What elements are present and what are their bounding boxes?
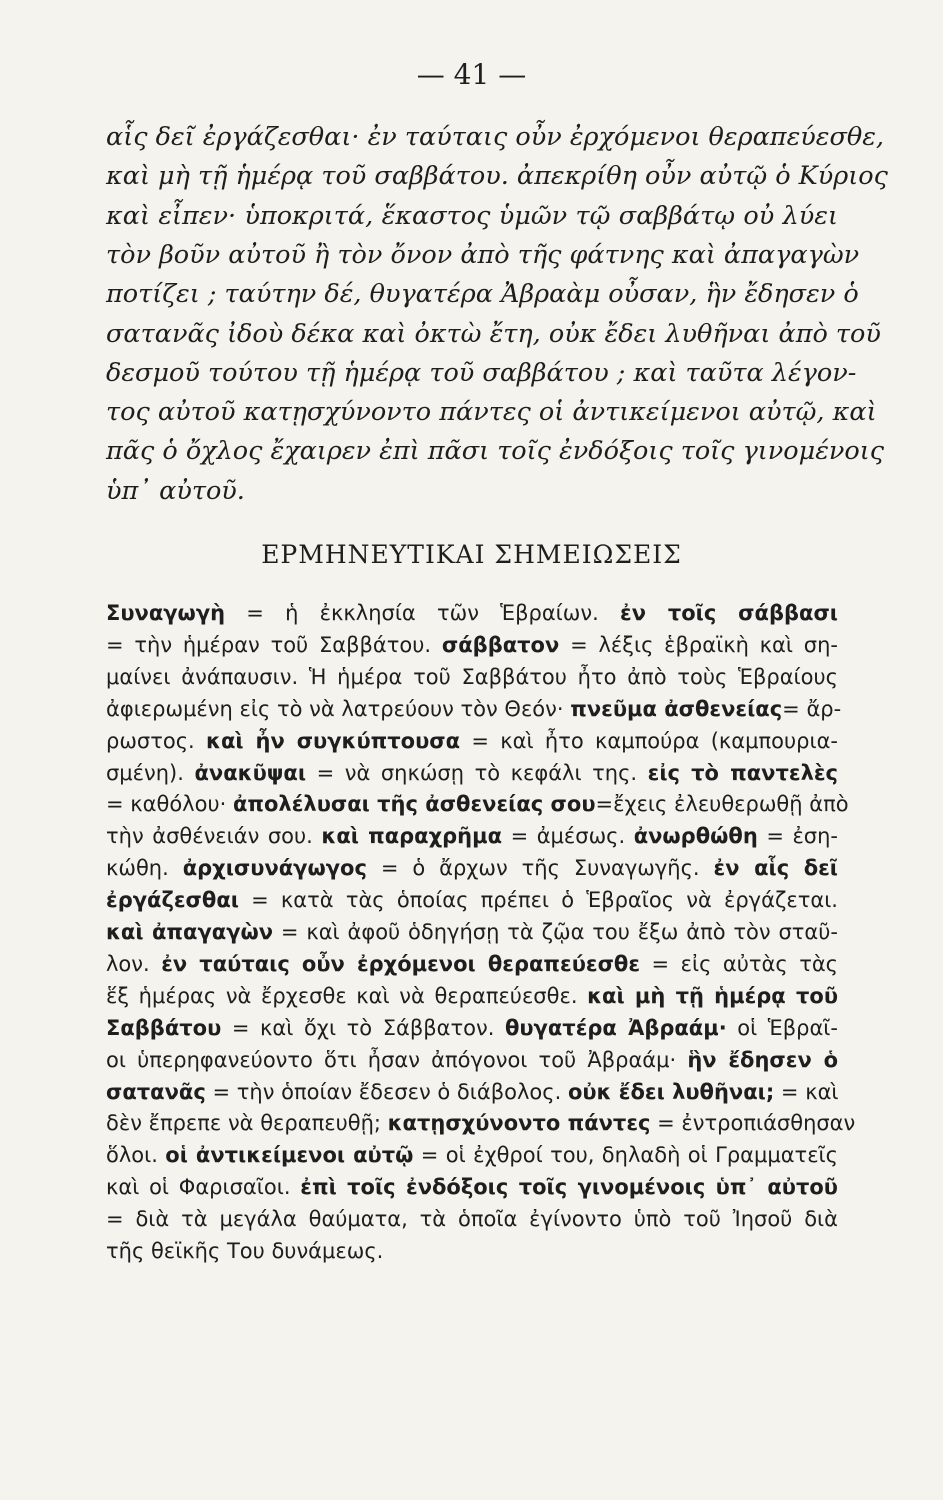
- note-text: τὴν ἀσθένειάν σου.: [106, 824, 322, 849]
- note-line: [106, 1171, 838, 1203]
- note-term: ἀρχισυνάγωγος: [182, 856, 367, 881]
- note-term: ἀνωρθώθη: [633, 824, 758, 849]
- note-text: = καὶ ὄχι τὸ Σάββατον.: [221, 1015, 505, 1040]
- note-text: = ἀμέσως.: [502, 824, 634, 849]
- note-term: ἐν τοῖς σάββασι: [620, 601, 838, 625]
- note-term: Συναγωγὴ: [106, 601, 226, 625]
- note-text: = κατὰ τὰς ὁποίας πρέπει ὁ Ἑβραῖος νὰ ἐργάζεται.: [238, 888, 838, 913]
- note-text: οι ὑπερηφανεύοντο ὅτι ἦσαν ἀπόγονοι τοῦ Ἀβραάμ·: [106, 1047, 688, 1072]
- note-text: = ἄρ-: [782, 696, 842, 721]
- note-text: = ἡ ἐκκλησία τῶν Ἑβραίων.: [225, 601, 620, 625]
- note-line: [106, 757, 838, 789]
- note-text: = νὰ σηκώσῃ τὸ κεφάλι της.: [306, 760, 648, 785]
- note-term: καὶ παραχρῆμα: [321, 824, 503, 849]
- note-text: ἀφιερωμένη εἰς τὸ νὰ λατρεύουν τὸν Θεόν·: [106, 696, 571, 721]
- note-line: [106, 1235, 838, 1267]
- note-text: = ἐντροπιάσθησαν: [650, 1111, 856, 1136]
- note-term: ἐργάζεσθαι: [106, 888, 239, 913]
- note-text: ρωστος.: [106, 728, 207, 753]
- note-line: [106, 1107, 856, 1139]
- note-term: καὶ μὴ τῇ ἡμέρᾳ τοῦ: [587, 983, 838, 1008]
- note-line: [106, 1012, 838, 1044]
- note-line: [106, 948, 838, 980]
- text-line: πᾶς ὁ ὄχλος ἔχαιρεν ἐπὶ πᾶσι τοῖς ἐνδόξοις τοῖς γινομένοις: [106, 436, 885, 467]
- note-text: = ἐση-: [757, 824, 839, 849]
- note-term: ἐν ταύταις οὖν ἐρχόμενοι θεραπεύεσθε: [161, 951, 641, 976]
- page-number: — 41 —: [416, 58, 527, 91]
- note-line: [106, 629, 838, 661]
- text-line: καὶ εἶπεν· ὑποκριτά, ἕκαστος ὑμῶν τῷ σαββάτῳ οὐ λύει: [106, 200, 838, 231]
- note-text: = ὁ ἄρχων τῆς Συναγωγῆς.: [366, 856, 714, 881]
- note-line: [106, 661, 838, 693]
- note-term: Σαββάτου: [106, 1015, 222, 1040]
- note-term: οἱ ἀντικείμενοι αὐτῷ: [165, 1143, 414, 1168]
- note-text: σμένη).: [106, 760, 195, 785]
- note-line: [106, 1139, 838, 1171]
- note-text: =ἔχεις ἐλευθερωθῇ ἀπὸ: [595, 792, 849, 817]
- note-text: = καὶ ἦτο καμπούρα (καμπουρια-: [460, 728, 838, 753]
- text-line: τὸν βοῦν αὐτοῦ ἢ τὸν ὄνον ἀπὸ τῆς φάτνης καὶ ἀπαγαγὼν: [106, 239, 860, 270]
- note-text: = εἰς αὐτὰς τὰς: [640, 951, 839, 976]
- note-line: [106, 1076, 838, 1108]
- note-text: δὲν ἔπρεπε νὰ θεραπευθῇ;: [106, 1111, 388, 1136]
- note-text: ἕξ ἡμέρας νὰ ἔρχεσθε καὶ νὰ θεραπεύεσθε.: [106, 983, 588, 1008]
- note-text: = καὶ: [774, 1079, 839, 1104]
- text-line: δεσμοῦ τούτου τῇ ἡμέρᾳ τοῦ σαββάτου ; καὶ ταῦτα λέγον-: [106, 357, 857, 388]
- note-text: καὶ οἱ Φαρισαῖοι.: [106, 1175, 301, 1200]
- note-term: σατανᾶς: [106, 1079, 206, 1104]
- note-text: = διὰ τὰ μεγάλα θαύματα, τὰ ὁποῖα ἐγίνοντο ὑπὸ τοῦ Ἰησοῦ διὰ: [106, 1207, 838, 1232]
- note-text: = καθόλου·: [106, 792, 233, 817]
- note-text: = λέξις ἑβραϊκὴ καὶ ση-: [559, 632, 838, 657]
- note-term: καὶ ἀπαγαγὼν: [106, 920, 274, 944]
- note-line: [106, 1044, 838, 1076]
- note-term: οὐκ ἔδει λυθῆναι;: [567, 1079, 775, 1104]
- note-term: ἐπὶ τοῖς ἐνδόξοις τοῖς γινομένοις ὑπ᾽ αὐτοῦ: [300, 1175, 838, 1200]
- note-text: οἱ Ἑβραῖ-: [726, 1015, 838, 1040]
- section-heading: ΕΡΜΗΝΕΥΤΙΚΑΙ ΣΗΜΕΙΩΣΕΙΣ: [261, 540, 682, 569]
- note-text: ὅλοι.: [106, 1143, 166, 1168]
- note-text: = τὴν ἡμέραν τοῦ Σαββάτου.: [106, 632, 442, 657]
- note-line: [106, 597, 838, 629]
- note-line: [106, 916, 838, 948]
- note-term: καὶ ἦν συγκύπτουσα: [206, 728, 461, 753]
- note-line: [106, 852, 838, 884]
- note-text: = οἱ ἐχθροί του, δηλαδὴ οἱ Γραμματεῖς: [413, 1143, 838, 1168]
- note-term: ἐν αἷς δεῖ: [713, 856, 838, 881]
- note-term: εἰς τὸ παντελὲς: [647, 760, 838, 785]
- note-term: ἀπολέλυσαι τῆς ἀσθενείας σου: [232, 792, 596, 817]
- note-term: πνεῦμα ἀσθενείας: [570, 696, 783, 721]
- note-term: ἣν ἔδησεν ὁ: [687, 1047, 838, 1072]
- note-term: ἀνακῦψαι: [194, 760, 307, 785]
- note-term: θυγατέρα Ἀβραάμ·: [504, 1015, 727, 1040]
- note-term: κατῃσχύνοντο πάντες: [387, 1111, 651, 1136]
- note-line: [106, 980, 838, 1012]
- text-line: καὶ μὴ τῇ ἡμέρᾳ τοῦ σαββάτου. ἀπεκρίθη οὖν αὐτῷ ὁ Κύριος: [106, 161, 888, 192]
- note-line: [106, 788, 849, 820]
- note-line: [106, 1203, 838, 1235]
- note-text: = καὶ ἀφοῦ ὁδηγήσῃ τὰ ζῷα του ἔξω ἀπὸ τὸν σταῦ-: [273, 920, 838, 944]
- text-line: ὑπ᾽ αὐτοῦ.: [106, 475, 245, 506]
- note-text: λον.: [106, 951, 162, 976]
- note-text: = τὴν ὁποίαν ἔδεσεν ὁ διάβολος.: [205, 1079, 568, 1104]
- note-text: μαίνει ἀνάπαυσιν. Ἡ ἡμέρα τοῦ Σαββάτου ἦτο ἀπὸ τοὺς Ἑβραίους: [106, 664, 838, 689]
- note-text: κώθη.: [106, 856, 183, 881]
- text-line: σατανᾶς ἰδοὺ δέκα καὶ ὀκτὼ ἔτη, οὐκ ἔδει λυθῆναι ἀπὸ τοῦ: [106, 318, 881, 349]
- text-line: αἷς δεῖ ἐργάζεσθαι· ἐν ταύταις οὖν ἐρχόμενοι θεραπεύεσθε,: [106, 122, 884, 152]
- text-line: τος αὐτοῦ κατῃσχύνοντο πάντες οἱ ἀντικείμενοι αὐτῷ, καὶ: [106, 397, 877, 428]
- note-line: [106, 820, 838, 852]
- text-line: ποτίζει ; ταύτην δέ, θυγατέρα Ἀβραὰμ οὖσαν, ἣν ἔδησεν ὁ: [106, 279, 859, 310]
- note-text: τῆς θεϊκῆς Του δυνάμεως.: [106, 1239, 384, 1263]
- note-line: [106, 693, 842, 725]
- note-line: [106, 884, 838, 916]
- note-line: [106, 725, 838, 757]
- note-term: σάββατον: [441, 632, 560, 657]
